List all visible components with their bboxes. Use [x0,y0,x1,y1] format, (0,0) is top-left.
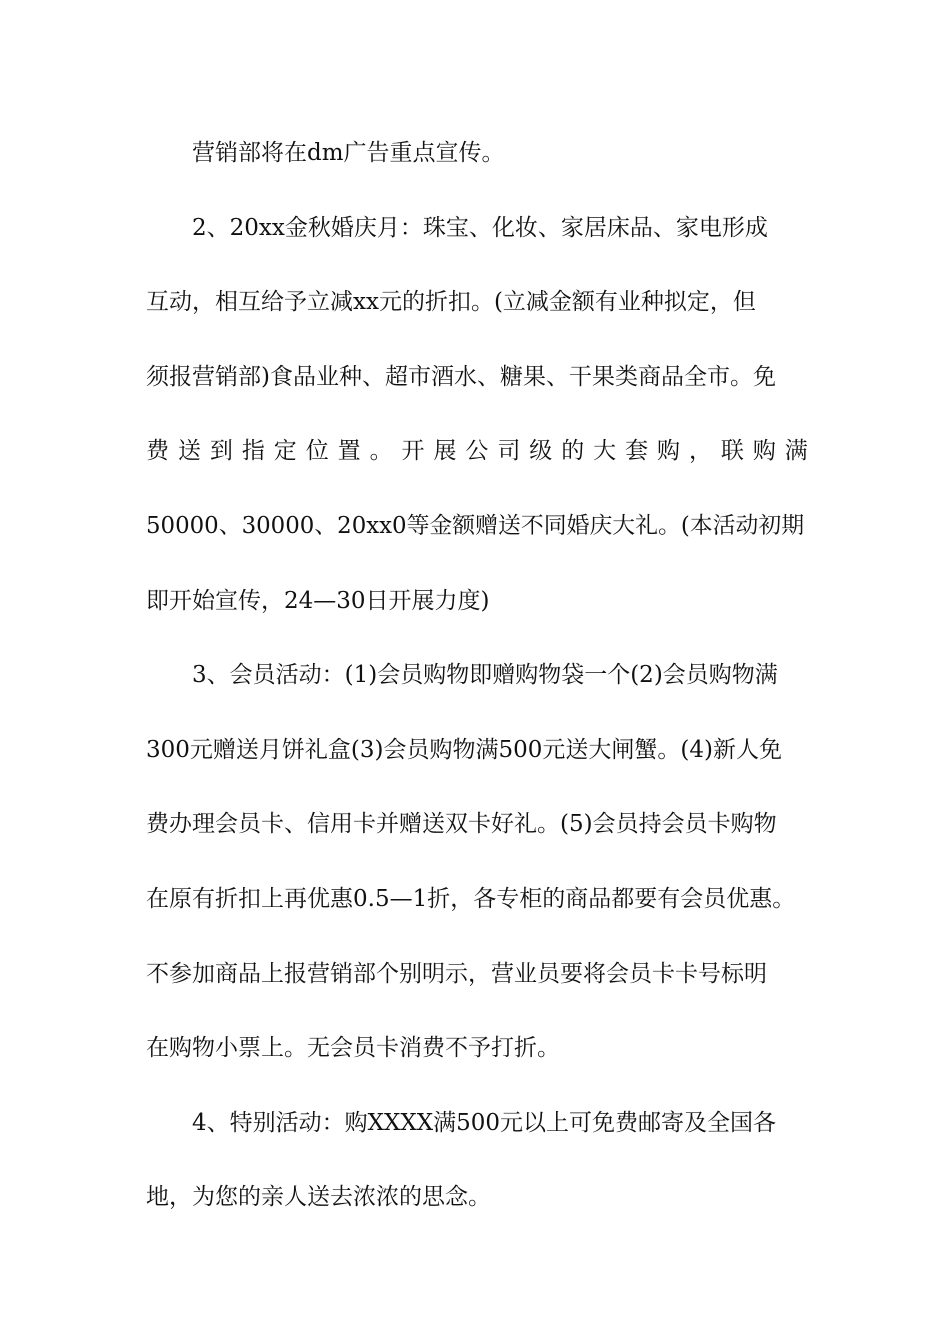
text-line-2: 2、20xx金秋婚庆月：珠宝、化妆、家居床品、家电形成 [192,214,768,241]
text-line-4: 须报营销部)食品业种、超市酒水、糖果、干果类商品全市。免 [146,363,776,390]
text-line-6: 50000、30000、20xx0等金额赠送不同婚庆大礼。(本活动初期 [146,512,805,539]
justified-char: 置 [337,438,361,465]
text-line-9: 300元赠送月饼礼盒(3)会员购物满500元送大闸蟹。(4)新人免 [146,736,782,763]
text-line-8: 3、会员活动：(1)会员购物即赠购物袋一个(2)会员购物满 [192,662,778,689]
justified-char: 套 [625,438,649,465]
justified-char: 开 [401,438,425,465]
justified-char: 费 [146,438,169,465]
text-line-15: 地，为您的亲人送去浓浓的思念。 [146,1184,491,1211]
text-line-10: 费办理会员卡、信用卡并赠送双卡好礼。(5)会员持会员卡购物 [146,811,777,838]
text-line-14: 4、特别活动：购XXXX满500元以上可免费邮寄及全国各 [192,1109,777,1136]
justified-char: 大 [593,438,617,465]
text-line-5 [146,428,808,503]
justified-char: 到 [209,438,233,465]
text-line-7: 即开始宣传，24—30日开展力度) [146,587,490,614]
document-body [146,130,808,1249]
justified-char: 位 [305,438,329,465]
justified-char: 指 [241,438,265,465]
text-line-13: 在购物小票上。无会员卡消费不予打折。 [146,1035,560,1062]
justified-char: ， [688,438,712,465]
justified-char: 定 [273,438,297,465]
text-line-12: 不参加商品上报营销部个别明示，营业员要将会员卡卡号标明 [146,960,767,987]
text-line-3: 互动，相互给予立减xx元的折扣。(立减金额有业种拟定，但 [146,289,756,316]
justified-char: 的 [561,438,585,465]
justified-char: 购 [752,438,776,465]
text-line-11: 在原有折扣上再优惠0.5—1折，各专柜的商品都要有会员优惠。 [146,885,796,912]
justified-char: 司 [497,438,521,465]
justified-char: 。 [369,438,393,465]
justified-char: 公 [465,438,489,465]
justified-char: 满 [784,438,808,465]
justified-char: 送 [177,438,201,465]
text-line-1: 营销部将在dm广告重点宣传。 [192,140,505,166]
justified-char: 购 [657,438,680,465]
justified-char: 展 [433,438,457,465]
justified-char: 级 [529,438,553,465]
justified-char: 联 [720,438,744,465]
